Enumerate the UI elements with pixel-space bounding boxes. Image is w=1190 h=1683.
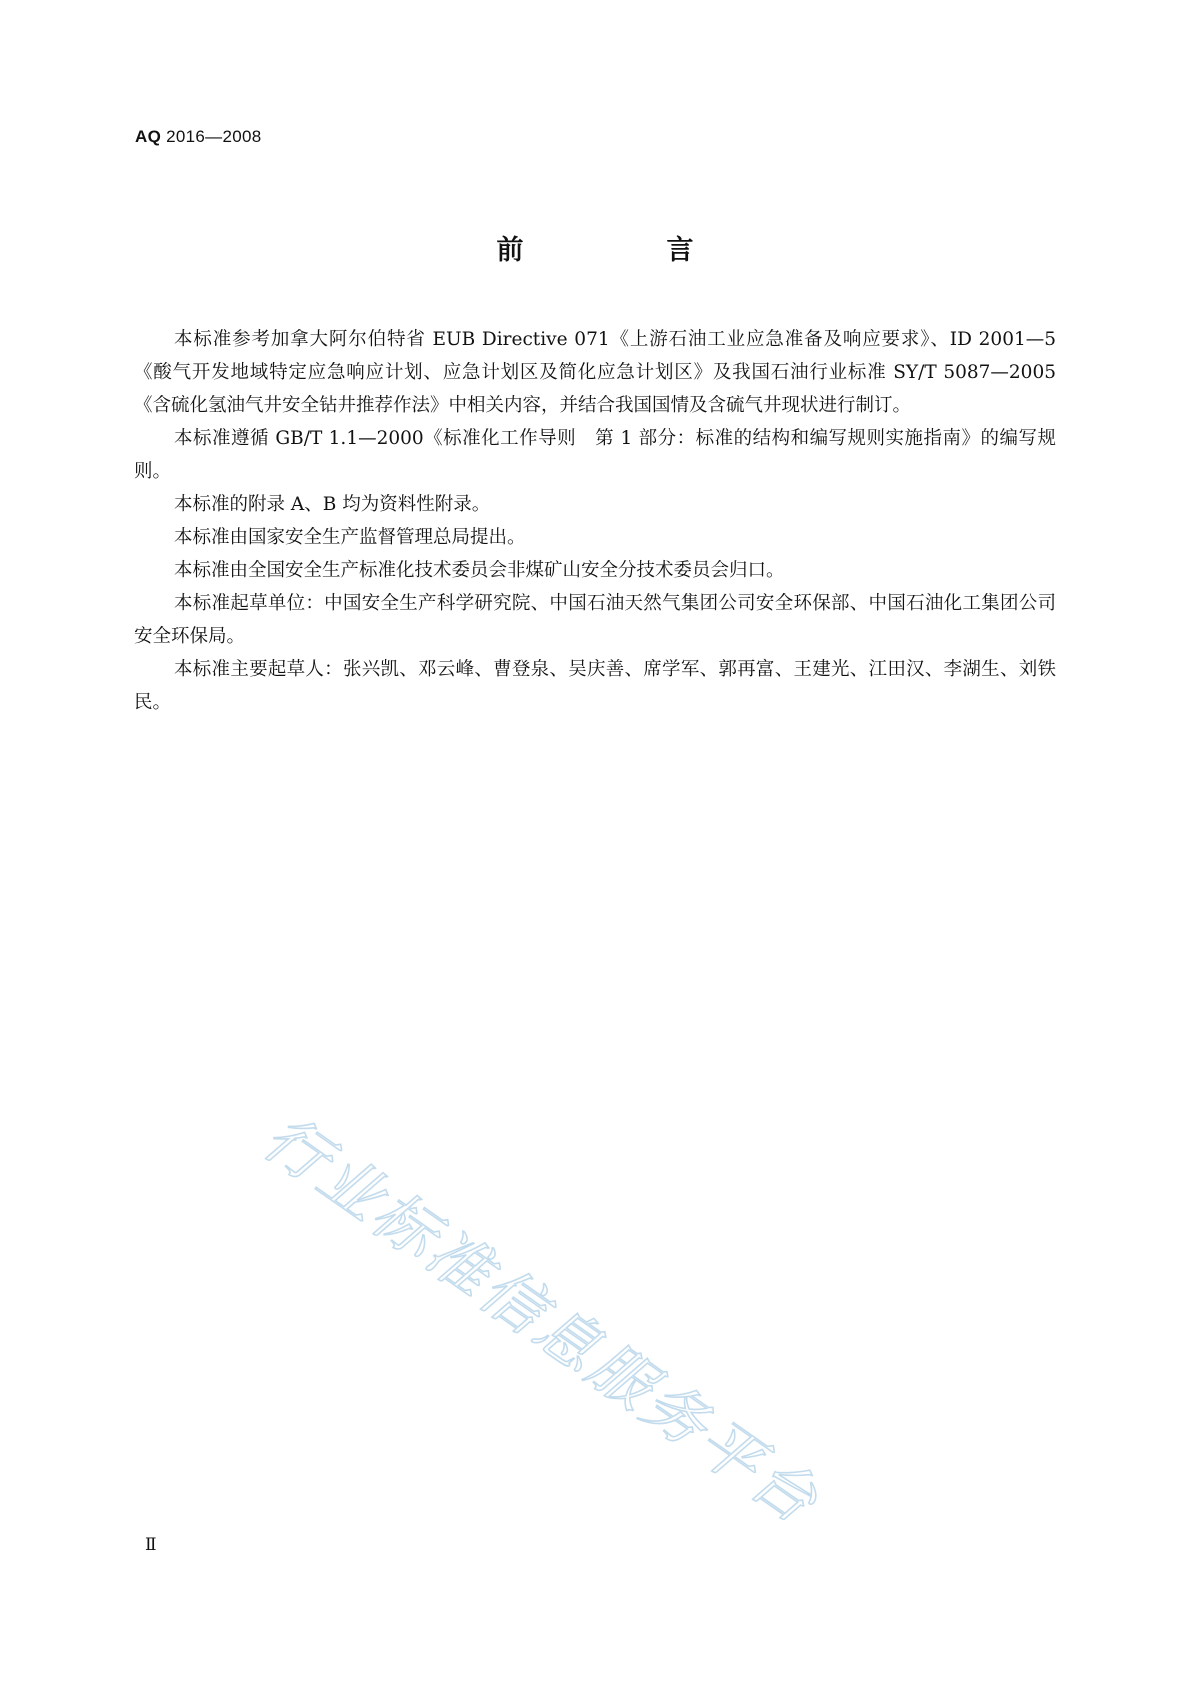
page-title: 前 言 bbox=[496, 235, 752, 266]
foreword-paragraph: 本标准遵循 GB/T 1.1—2000《标准化工作导则 第 1 部分：标准的结构和编写规则实施指南》的编写规则。 bbox=[134, 428, 1056, 482]
foreword-paragraph: 本标准主要起草人：张兴凯、邓云峰、曹登泉、吴庆善、席学军、郭再富、王建光、江田汉、李湖生、刘铁民。 bbox=[134, 659, 1056, 713]
foreword-paragraph: 本标准参考加拿大阿尔伯特省 EUB Directive 071《上游石油工业应急准备及响应要求》、ID 2001—5《酸气开发地域特定应急响应计划、应急计划区及简化应急计划区》及我国石油行业标准 SY/T 5087—2005《含硫化氢油气井安全钻井推荐作法》中相关内容，并结合我国国情及含硫气井现状进行制订。 bbox=[134, 329, 1056, 416]
foreword-paragraph: 本标准由全国安全生产标准化技术委员会非煤矿山安全分技术委员会归口。 bbox=[174, 560, 785, 581]
watermark: 行业标准信息服务平台 bbox=[250, 1100, 834, 1540]
foreword-body bbox=[134, 323, 1056, 719]
foreword-paragraph: 本标准由国家安全生产监督管理总局提出。 bbox=[174, 527, 526, 548]
foreword-paragraph: 本标准的附录 A、B 均为资料性附录。 bbox=[174, 494, 491, 515]
page-number: Ⅱ bbox=[145, 1535, 157, 1555]
standard-code-prefix: AQ bbox=[135, 127, 162, 146]
standard-code-number: 2016—2008 bbox=[166, 127, 262, 146]
standard-code bbox=[135, 127, 261, 147]
foreword-paragraph: 本标准起草单位：中国安全生产科学研究院、中国石油天然气集团公司安全环保部、中国石油化工集团公司安全环保局。 bbox=[134, 593, 1056, 647]
